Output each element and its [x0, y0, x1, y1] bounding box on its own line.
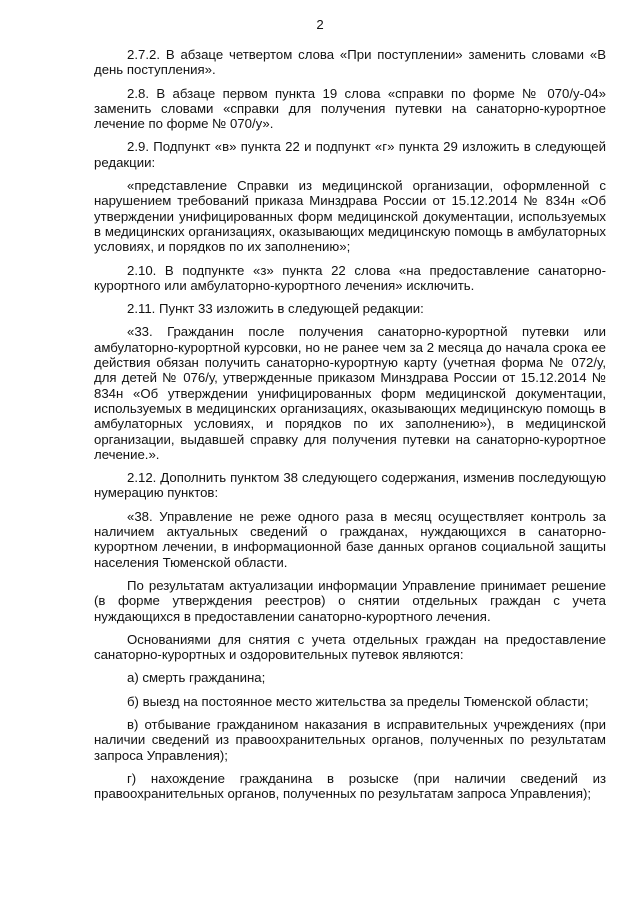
paragraph-quote-spravka: «представление Справки из медицинской организации, оформленной с нарушением требований приказа Минздрава России от 15.12.2014 № 834н «Об утверждении унифицированных форм медицинской документации, используемых в медицинских организациях, оказывающих медицинскую помощь в амбулаторных условиях, и порядков по их заполнению»; — [94, 178, 606, 255]
paragraph-2-8: 2.8. В абзаце первом пункта 19 слова «справки по форме № 070/у-04» заменить словами «справки для получения путевки на санаторно-курортное лечение по форме № 070/у». — [94, 85, 606, 132]
paragraph-2-7-2: 2.7.2. В абзаце четвертом слова «При поступлении» заменить словами «В день поступления». — [94, 47, 606, 78]
paragraph-2-11: 2.11. Пункт 33 изложить в следующей редакции: — [127, 301, 424, 317]
paragraph-actualization: По результатам актуализации информации Управление принимает решение (в форме утверждения реестров) о снятии отдельных граждан с учета нуждающихся в предоставлении санаторно-курортного лечения. — [94, 577, 606, 624]
paragraph-2-10: 2.10. В подпункте «з» пункта 22 слова «на предоставление санаторно-курортного или амбулаторно-курортного лечения» исключить. — [94, 262, 606, 293]
list-item-b: б) выезд на постоянное место жительства за пределы Тюменской области; — [127, 693, 589, 709]
list-item-a: а) смерть гражданина; — [127, 670, 266, 686]
page-number: 2 — [316, 17, 324, 32]
list-item-g: г) нахождение гражданина в розыске (при наличии сведений из правоохранительных органов, полученных по результатам запроса Управления); — [94, 770, 606, 802]
list-item-v: в) отбывание гражданином наказания в исправительных учреждениях (при наличии сведений из правоохранительных органов, полученных по результатам запроса Управления); — [94, 716, 606, 763]
paragraph-2-9: 2.9. Подпункт «в» пункта 22 и подпункт «г» пункта 29 изложить в следующей редакции: — [94, 139, 606, 170]
paragraph-2-12: 2.12. Дополнить пунктом 38 следующего содержания, изменив последующую нумерацию пунктов: — [94, 470, 606, 501]
paragraph-grounds: Основаниями для снятия с учета отдельных граждан на предоставление санаторно-курортных и оздоровительных путевок являются: — [94, 631, 606, 663]
paragraph-quote-38: «38. Управление не реже одного раза в месяц осуществляет контроль за наличием актуальных сведений о гражданах, нуждающихся в санаторно-курортном лечении, в информационной базе данных органов социальной защиты населения Тюменской области. — [94, 508, 606, 570]
paragraph-quote-33: «33. Гражданин после получения санаторно-курортной путевки или амбулаторно-курортной курсовки, но не ранее чем за 2 месяца до начала срока ее действия обязан получить санаторно-курортную карту (учетная форма № 072/у, для детей № 076/у, утвержденные приказом Минздрава России от 15.12.2014 № 834н «Об утверждении унифицированных форм медицинской документации, используемых в медицинских организациях, оказывающих медицинскую помощь в амбулаторных условиях, и порядков по их заполнению»), в медицинской организации, выдавшей справку для получения путевки на санаторно-курортное лечение.». — [94, 324, 606, 462]
